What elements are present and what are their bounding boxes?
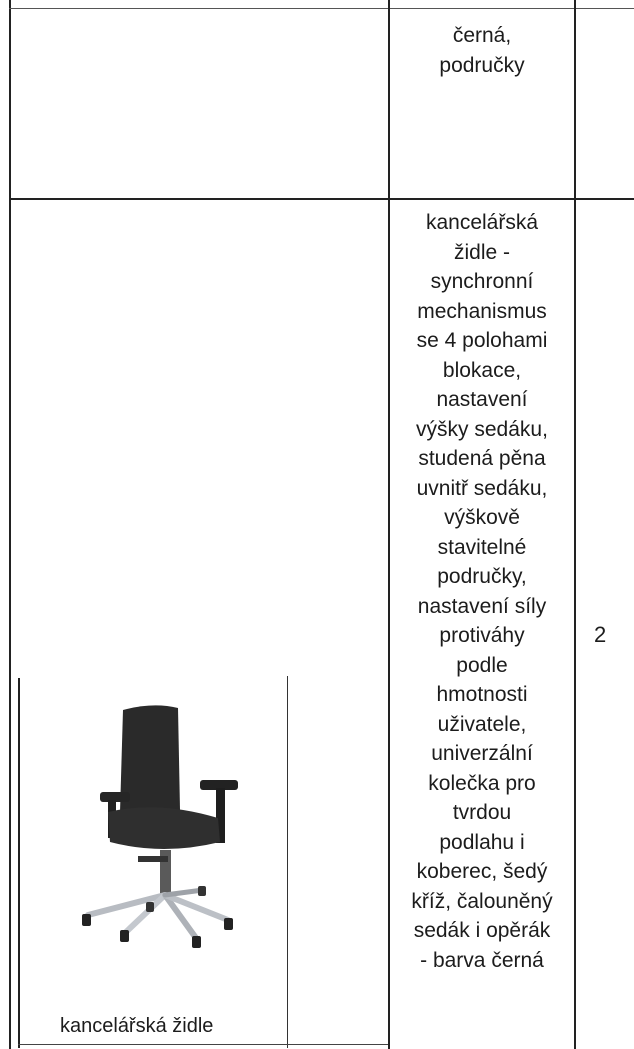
description-line: stavitelné xyxy=(437,535,527,559)
product-caption: kancelářská židle xyxy=(60,1015,214,1037)
description-line: tvrdou xyxy=(452,801,512,824)
office-chair-image xyxy=(68,700,268,960)
description-line: nastavení xyxy=(436,388,528,411)
column-divider-2 xyxy=(574,0,576,1049)
description-line: se 4 polohami xyxy=(416,329,548,352)
description-line: sedák i opěrák xyxy=(413,919,551,942)
description-line: židle - xyxy=(453,240,511,264)
photo-frame-bottom xyxy=(18,1044,388,1045)
description-line: univerzální xyxy=(431,742,533,765)
description-line: mechanismus xyxy=(417,299,547,323)
description-line: podlahu i xyxy=(439,830,525,854)
table-left-border xyxy=(9,0,11,1049)
row-divider xyxy=(9,198,634,200)
description-line: uživatele, xyxy=(437,712,527,736)
description-line: kříž, čalouněný xyxy=(411,889,553,913)
description-line: područky, xyxy=(437,565,527,588)
description-line: područky xyxy=(439,53,525,77)
description-line: koberec, šedý xyxy=(416,860,548,883)
description-line: výškově xyxy=(444,506,520,529)
description-line: blokace, xyxy=(442,358,522,382)
description-line: nastavení síly xyxy=(417,594,547,618)
description-line: studená pěna xyxy=(418,447,546,470)
column-divider-1 xyxy=(388,0,390,1049)
photo-frame-left xyxy=(18,678,20,1048)
description-line: podle xyxy=(456,653,508,677)
description-line: protiváhy xyxy=(439,624,525,647)
description-line: kancelářská xyxy=(425,211,539,234)
description-line: hmotnosti xyxy=(436,683,528,706)
top-row-description xyxy=(392,21,572,80)
table-top-border xyxy=(9,8,634,9)
description-line: kolečka pro xyxy=(428,771,536,795)
quantity-value: 2 xyxy=(594,622,607,647)
description-line: černá, xyxy=(452,24,512,47)
description-line: synchronní xyxy=(430,270,534,293)
description-line: - barva černá xyxy=(420,948,544,972)
description-line: výšky sedáku, xyxy=(416,417,548,441)
description-line: uvnitř sedáku, xyxy=(416,476,548,500)
photo-frame-right xyxy=(287,676,288,1048)
item-description xyxy=(392,208,572,975)
